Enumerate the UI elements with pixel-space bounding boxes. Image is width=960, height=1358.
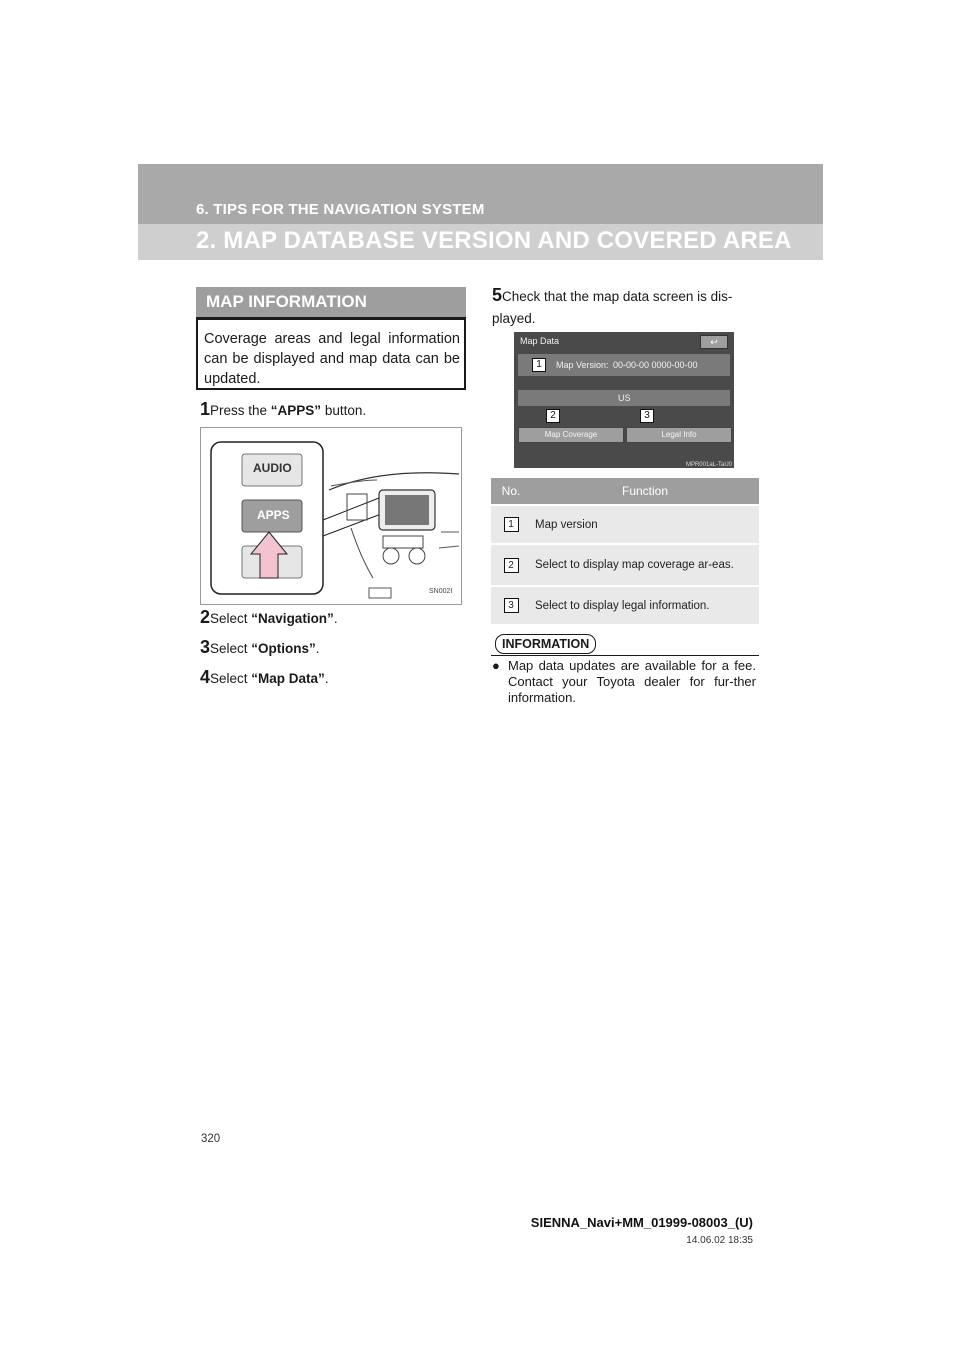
callout-2: 2 — [546, 409, 560, 423]
row-number: 1 — [504, 517, 519, 532]
map-version-row — [518, 354, 730, 376]
step-text: Press the — [210, 403, 271, 418]
figure-code: SN002I — [429, 588, 453, 595]
step-1 — [200, 399, 366, 421]
print-date: 14.06.02 18:35 — [686, 1235, 753, 1246]
step-text-end: button. — [321, 403, 367, 418]
function-table — [491, 478, 759, 624]
step-bold: “Options” — [251, 641, 316, 656]
step-text: Select — [210, 671, 252, 686]
row-number: 2 — [504, 558, 519, 573]
screenshot-code: MPR001aL-TaU0 — [685, 462, 732, 468]
chapter-title: 2. MAP DATABASE VERSION AND COVERED AREA — [196, 227, 792, 254]
step-text: Select — [210, 641, 252, 656]
region-label: US — [618, 393, 631, 403]
step-bold: “APPS” — [270, 403, 322, 418]
legal-info-button: Legal Info — [626, 427, 732, 443]
row-function: Map version — [531, 505, 759, 544]
section-label: 6. TIPS FOR THE NAVIGATION SYSTEM — [196, 201, 485, 218]
map-data-screenshot — [514, 332, 734, 468]
back-icon: ↩ — [700, 335, 728, 349]
header-function: Function — [531, 478, 759, 505]
table-row — [491, 544, 759, 586]
map-coverage-button: Map Coverage — [518, 427, 624, 443]
step-number: 1 — [200, 399, 211, 419]
information-divider — [491, 655, 759, 656]
bullet-icon: ● — [492, 658, 500, 673]
region-row — [518, 390, 730, 406]
step-number: 2 — [200, 607, 211, 627]
screen-title: Map Data — [520, 336, 560, 346]
map-information-text: Coverage areas and legal information can be displayed and map data can be updated. — [204, 331, 460, 387]
step-bold: “Navigation” — [251, 611, 334, 626]
step-number: 4 — [200, 667, 211, 687]
step-number: 5 — [492, 285, 503, 305]
step-4 — [200, 667, 329, 689]
table-header-row — [491, 478, 759, 505]
apps-button-label: APPS — [257, 508, 290, 522]
table-row — [491, 586, 759, 624]
step-5 — [492, 285, 760, 330]
map-version-value: 00-00-00 0000-00-00 — [613, 360, 698, 370]
step-text: Select — [210, 611, 252, 626]
row-function: Select to display legal information. — [531, 586, 759, 624]
map-information-title-text: MAP INFORMATION — [206, 292, 367, 311]
dashboard-drawing — [201, 428, 461, 604]
step-3 — [200, 637, 320, 659]
step-text: Check that the map data screen is dis-played. — [492, 289, 733, 326]
step-number: 3 — [200, 637, 211, 657]
step-text-end: . — [315, 641, 320, 656]
step-bold: “Map Data” — [251, 671, 325, 686]
information-text: Map data updates are available for a fee. Contact your Toyota dealer for fur-ther information. — [508, 658, 756, 705]
callout-3: 3 — [640, 409, 654, 423]
map-version-label: Map Version: — [556, 360, 609, 370]
row-number: 3 — [504, 598, 519, 613]
row-function: Select to display map coverage ar-eas. — [531, 544, 759, 586]
information-label: INFORMATION — [495, 634, 596, 654]
map-information-body — [196, 320, 466, 390]
document-id: SIENNA_Navi+MM_01999-08003_(U) — [530, 1215, 753, 1230]
step-2 — [200, 607, 338, 629]
table-row — [491, 505, 759, 544]
callout-1: 1 — [532, 358, 546, 372]
map-information-title — [196, 287, 466, 320]
page-number: 320 — [201, 1133, 221, 1145]
step-text-end: . — [333, 611, 338, 626]
audio-button-label: AUDIO — [253, 461, 292, 475]
header-no: No. — [491, 478, 531, 505]
dashboard-illustration — [200, 427, 462, 605]
step-text-end: . — [324, 671, 329, 686]
